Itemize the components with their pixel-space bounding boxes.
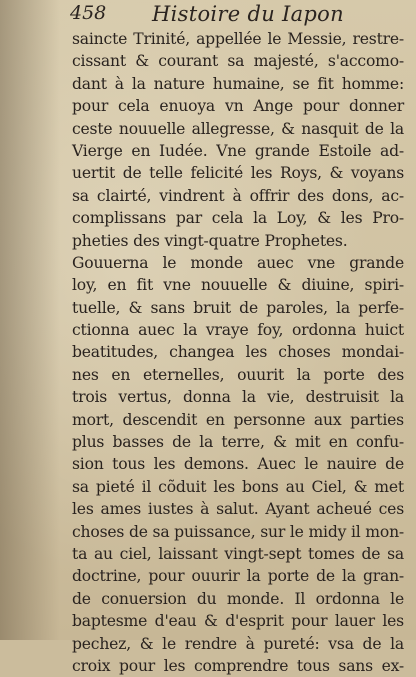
text-line: pheties des vingt-quatre Prophetes. (72, 231, 348, 250)
body-text (72, 28, 404, 677)
text-line: cissant & courant sa majesté, s'accomo- (72, 52, 404, 71)
text-line: doctrine, pour ouurir la porte de la gran- (72, 567, 404, 586)
text-line: plus basses de la terre, & mit en confu- (72, 433, 404, 452)
text-line: beatitudes, changea les choses mondai- (72, 343, 404, 362)
text-line: trois vertus, donna la vie, destruisit la (72, 388, 404, 407)
gutter-shadow (0, 0, 60, 640)
text-line: ctionna auec la vraye foy, ordonna huict (72, 321, 404, 340)
text-line: loy, en fit vne nouuelle & diuine, spiri- (72, 276, 404, 295)
text-line: saincte Trinité, appellée le Messie, restre- (72, 30, 404, 48)
text-line: pechez, & le rendre à pureté: vsa de la (72, 634, 404, 653)
text-line: mort, descendit en personne aux parties (72, 410, 404, 429)
text-line: Vierge en Iudée. Vne grande Estoile ad- (72, 141, 404, 160)
text-line: croix pour les comprendre tous sans ex- (72, 656, 404, 675)
text-line: nes en eternelles, ouurit la porte des (72, 365, 404, 384)
text-line: complissans par cela la Loy, & les Pro- (72, 209, 404, 228)
text-line: ta au ciel, laissant vingt-sept tomes de sa (72, 544, 404, 563)
text-line: uertit de telle felicité les Roys, & voyans (72, 164, 404, 183)
text-line: ceste nouuelle allegresse, & nasquit de la (72, 119, 404, 138)
page-number: 458 (70, 2, 107, 24)
text-line: les ames iustes à salut. Ayant acheué ces (72, 500, 404, 519)
text-line: baptesme d'eau & d'esprit pour lauer les (72, 612, 404, 631)
text-line: de conuersion du monde. Il ordonna le (72, 589, 404, 608)
page-header (70, 2, 410, 26)
text-line: sa clairté, vindrent à offrir des dons, ac- (72, 186, 404, 205)
text-line: tuelle, & sans bruit de paroles, la perfe- (72, 298, 404, 317)
text-line: pour cela enuoya vn Ange pour donner (72, 97, 404, 116)
text-line: Gouuerna le monde auec vne grande (72, 253, 404, 272)
text-line: sa pieté il cõduit les bons au Ciel, & met (72, 477, 404, 496)
text-line: sion tous les demons. Auec le nauire de (72, 455, 404, 474)
text-line: dant à la nature humaine, se fit homme: (72, 74, 404, 93)
text-line: choses de sa puissance, sur le midy il mon- (72, 522, 404, 541)
running-title: Histoire du Iapon (152, 2, 344, 26)
